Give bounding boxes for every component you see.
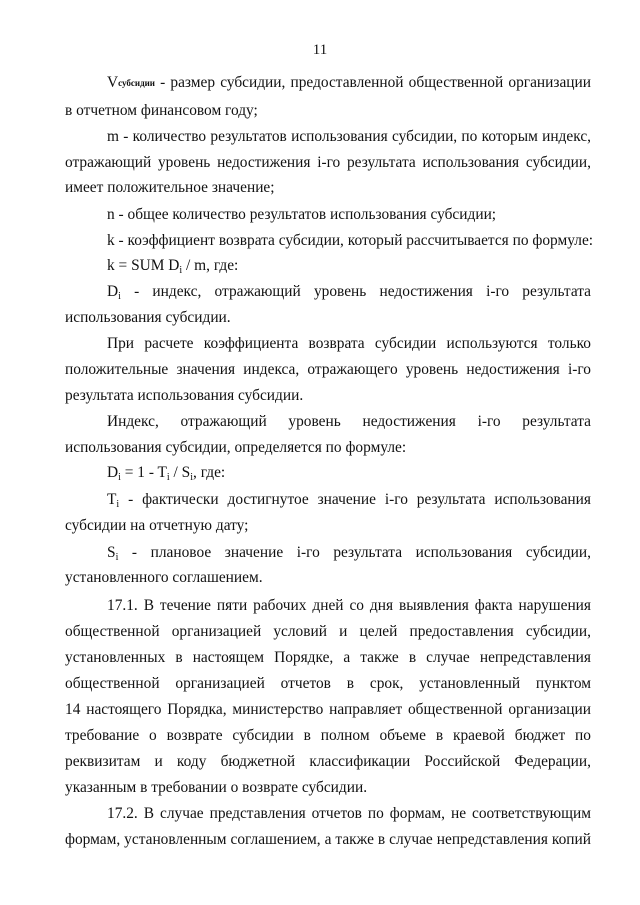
text-line: реквизитам и коду бюджетной классификации Российской Федерации, xyxy=(65,753,591,770)
text-line: требование о возврате субсидии в полном объеме в краевой бюджет по xyxy=(65,727,591,744)
text-line: 17.2. В случае представления отчетов по формам, не соответствующим xyxy=(107,805,591,822)
text-line: результата использования субсидии. xyxy=(65,387,304,404)
text-line: $D_i$ - индекс, отражающий уровень недостижения i-го результата xyxy=(107,283,591,302)
text-line: указанным в требовании о возврате субсидии. xyxy=(65,779,368,796)
formula-line: $D_i = 1 - T_i / S_i$, где: xyxy=(107,464,226,483)
text-line: общественной организацией условий и целей предоставления субсидии, xyxy=(65,623,591,640)
text-line: $T_i$ - фактически достигнутое значение i-го результата использования xyxy=(107,491,591,510)
text-line: k - коэффициент возврата субсидии, который рассчитывается по формуле: xyxy=(107,232,594,249)
text-line: формам, установленным соглашением, а также в случае непредставления копий xyxy=(65,831,591,848)
text-line: n - общее количество результатов использования субсидии; xyxy=(107,206,497,223)
text-line: Индекс, отражающий уровень недостижения i-го результата xyxy=(107,413,591,430)
text-line: установленных в настоящем Порядке, а также в случае непредставления xyxy=(65,649,591,666)
text-line: 17.1. В течение пяти рабочих дней со дня выявления факта нарушения xyxy=(107,597,591,614)
text-line: в отчетном финансовом году; xyxy=(65,102,258,119)
formula-line: k = SUM $D_i$ / m, где: xyxy=(107,257,239,276)
page-number: 11 xyxy=(312,42,328,58)
text-line: установленного соглашением. xyxy=(65,569,263,586)
text-line: использования субсидии. xyxy=(65,309,231,326)
text-line: имеет положительное значение; xyxy=(65,179,275,196)
text-line: 14 настоящего Порядка, министерство направляет общественной организации xyxy=(65,701,591,718)
text-line: положительные значения индекса, отражающего уровень недостижения i-го xyxy=(65,361,591,378)
text-line: m - количество результатов использования субсидии, по которым индекс, xyxy=(107,128,591,145)
text-line: отражающий уровень недостижения i-го результата использования субсидии, xyxy=(65,154,591,171)
text-line: При расчете коэффициента возврата субсидии используются только xyxy=(107,335,591,352)
text-line: $S_i$ - плановое значение i-го результата использования субсидии, xyxy=(107,544,591,563)
text-line: общественной организацией отчетов в срок, установленный пунктом xyxy=(65,675,591,692)
text-line: Vсубсидии - размер субсидии, предоставленной общественной организации xyxy=(107,74,591,91)
text-line: использования субсидии, определяется по формуле: xyxy=(65,439,407,456)
text-line: субсидии на отчетную дату; xyxy=(65,517,249,534)
